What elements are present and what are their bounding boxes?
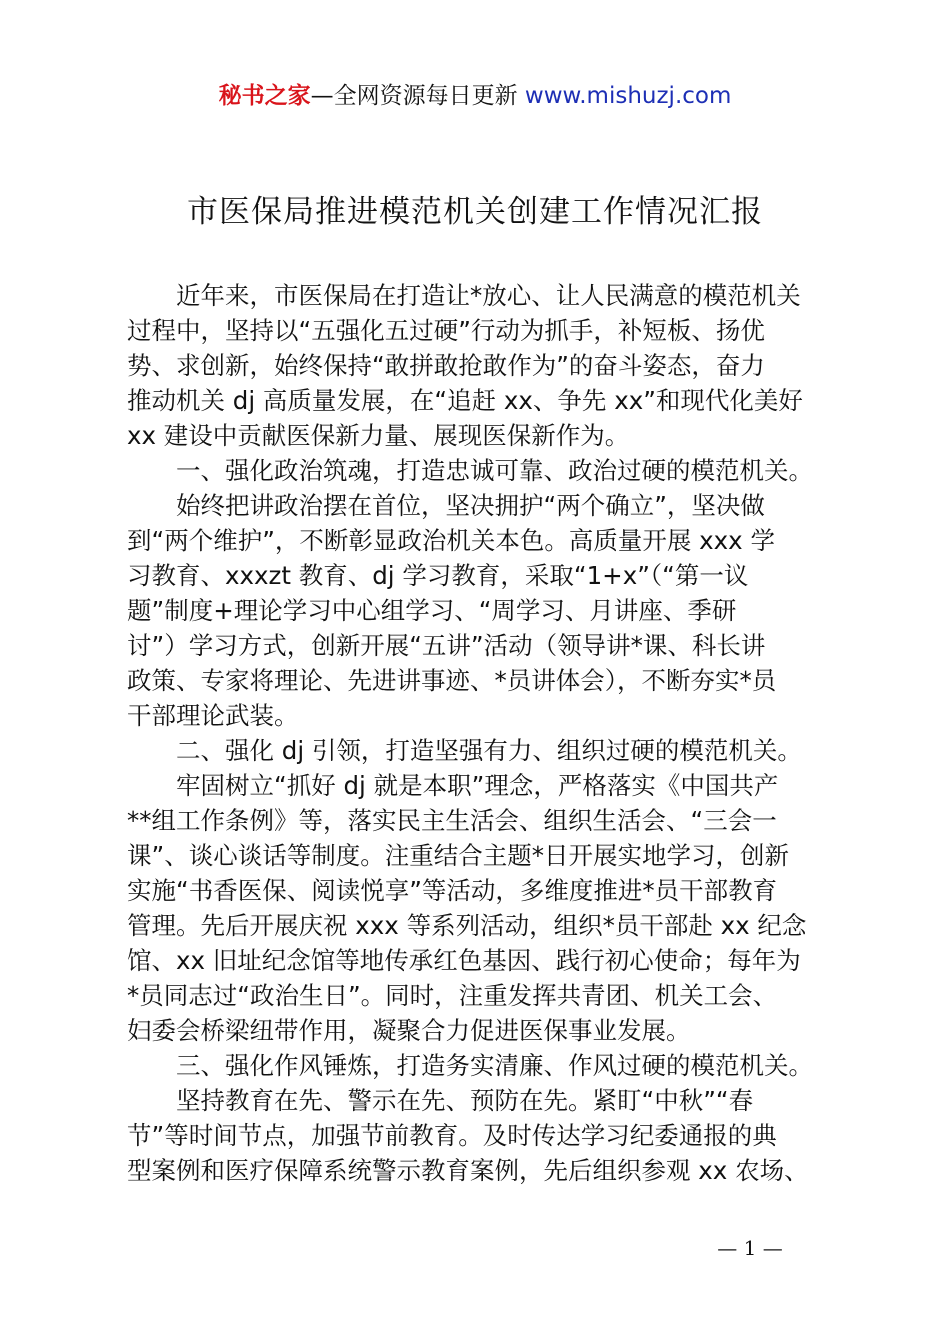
text-line: 妇委会桥梁纽带作用，凝聚合力促进医保事业发展。	[127, 1016, 691, 1045]
section-heading-1: 一、强化政治筑魂，打造忠诚可靠、政治过硬的模范机关。	[127, 456, 813, 485]
text-line: 型案例和医疗保障系统警示教育案例，先后组织参观 xx 农场、	[127, 1156, 809, 1185]
text-line: 节”等时间节点，加强节前教育。及时传达学习纪委通报的典	[127, 1121, 777, 1150]
brand-name: 秘书之家	[218, 83, 311, 109]
text-line: *员同志过“政治生日”。同时，注重发挥共青团、机关工会、	[127, 981, 778, 1010]
site-url-link[interactable]: www.mishuzj.com	[524, 83, 732, 109]
document-body	[127, 278, 837, 1188]
text-line: 牢固树立“抓好 dj 就是本职”理念，严格落实《中国共产	[127, 771, 779, 800]
text-line: 坚持教育在先、警示在先、预防在先。紧盯“中秋”“春	[127, 1086, 754, 1115]
text-line: 近年来，市医保局在打造让*放心、让人民满意的模范机关	[127, 281, 801, 310]
text-line: 习教育、xxxzt 教育、dj 学习教育，采取“1+x”（“第一议	[127, 561, 749, 590]
section-heading-2: 二、强化 dj 引领，打造坚强有力、组织过硬的模范机关。	[127, 736, 802, 765]
text-line: **组工作条例》等，落实民主生活会、组织生活会、“三会一	[127, 806, 777, 835]
text-line: 实施“书香医保、阅读悦享”等活动，多维度推进*员干部教育	[127, 876, 778, 905]
text-line: 干部理论武装。	[127, 701, 299, 730]
page-number: — 1 —	[717, 1236, 783, 1260]
text-line: 管理。先后开展庆祝 xxx 等系列活动，组织*员干部赴 xx 纪念	[127, 911, 807, 940]
header-tagline: —全网资源每日更新	[310, 83, 525, 109]
text-line: 讨”）学习方式，创新开展“五讲”活动（领导讲*课、科长讲	[127, 631, 766, 660]
text-line: xx 建设中贡献医保新力量、展现医保新作为。	[127, 421, 630, 450]
text-line: 过程中，坚持以“五强化五过硬”行动为抓手，补短板、扬优	[127, 316, 765, 345]
text-line: 政策、专家将理论、先进讲事迹、*员讲体会），不断夯实*员	[127, 666, 777, 695]
text-line: 势、求创新，始终保持“敢拼敢抢敢作为”的奋斗姿态，奋力	[127, 351, 765, 380]
text-line: 始终把讲政治摆在首位，坚决拥护“两个确立”，坚决做	[127, 491, 765, 520]
text-line: 到“两个维护”，不断彰显政治机关本色。高质量开展 xxx 学	[127, 526, 775, 555]
section-heading-3: 三、强化作风锤炼，打造务实清廉、作风过硬的模范机关。	[127, 1051, 813, 1080]
site-header	[0, 80, 950, 112]
text-line: 馆、xx 旧址纪念馆等地传承红色基因、践行初心使命；每年为	[127, 946, 801, 975]
document-title: 市医保局推进模范机关创建工作情况汇报	[187, 194, 763, 230]
text-line: 课”、谈心谈话等制度。注重结合主题*日开展实地学习，创新	[127, 841, 789, 870]
text-line: 题”制度+理论学习中心组学习、“周学习、月讲座、季研	[127, 596, 737, 625]
text-line: 推动机关 dj 高质量发展，在“追赶 xx、争先 xx”和现代化美好	[127, 386, 803, 415]
